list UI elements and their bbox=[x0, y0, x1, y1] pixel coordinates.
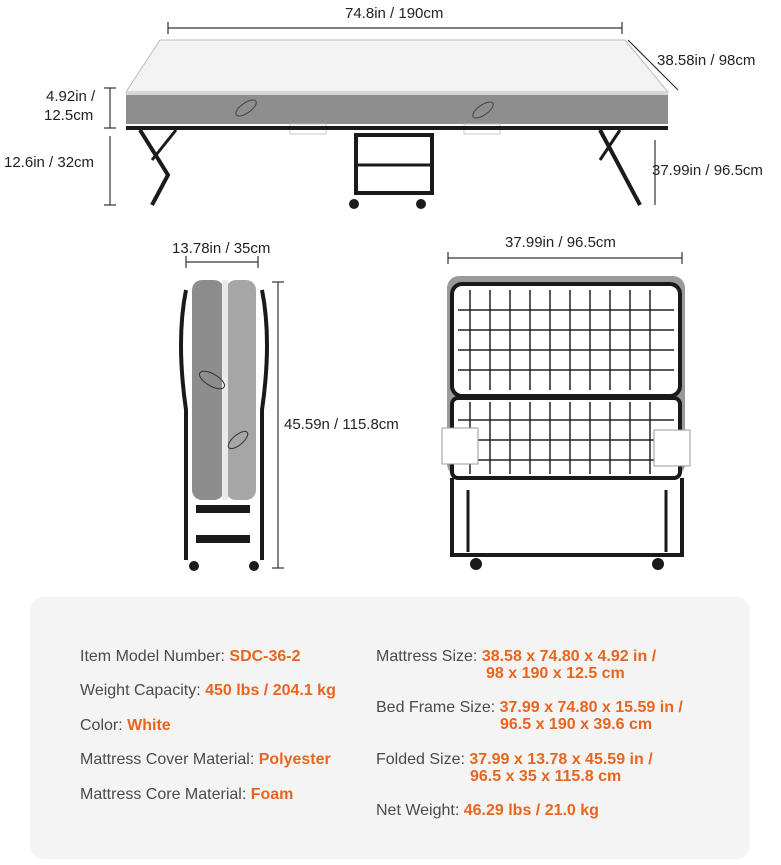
spec-label: Color: bbox=[80, 717, 128, 734]
specs-card bbox=[30, 597, 750, 859]
spec-value: Foam bbox=[250, 786, 294, 803]
dim-top-length: 74.8in / 190cm bbox=[345, 5, 444, 22]
spec-value: SDC-36-2 bbox=[229, 648, 301, 665]
spec-weight-capacity bbox=[80, 682, 336, 700]
spec-label: Item Model Number: bbox=[80, 648, 230, 665]
folded-front-illustration bbox=[442, 252, 690, 570]
dim-top-width: 38.58in / 98cm bbox=[657, 52, 756, 69]
spec-mattress-size-metric: 98 x 190 x 12.5 cm bbox=[486, 665, 625, 682]
spec-core-material bbox=[80, 786, 293, 804]
spec-folded-size bbox=[376, 751, 653, 769]
spec-value: Polyester bbox=[258, 751, 331, 768]
dim-folded-depth: 13.78in / 35cm bbox=[172, 240, 271, 257]
spec-bed-frame-size bbox=[376, 699, 683, 717]
spec-label: Weight Capacity: bbox=[80, 682, 206, 699]
spec-cover-material bbox=[80, 751, 331, 769]
dim-mattress-thickness-1: 4.92in / bbox=[46, 88, 96, 105]
spec-label: Mattress Size: bbox=[376, 648, 482, 665]
spec-value: 38.58 x 74.80 x 4.92 in / bbox=[481, 648, 657, 665]
spec-folded-size-metric: 96.5 x 35 x 115.8 cm bbox=[470, 768, 622, 785]
spec-color bbox=[80, 717, 171, 735]
unfolded-bed-illustration bbox=[104, 22, 678, 209]
spec-mattress-size bbox=[376, 648, 656, 666]
spec-label: Net Weight: bbox=[376, 802, 464, 819]
spec-label: Mattress Cover Material: bbox=[80, 751, 259, 768]
dim-frame-height: 12.6in / 32cm bbox=[4, 154, 95, 171]
folded-side-illustration bbox=[181, 256, 284, 571]
spec-value: 450 lbs / 204.1 kg bbox=[205, 682, 336, 699]
dim-frame-width-side: 37.99in / 96.5cm bbox=[652, 162, 763, 179]
spec-value: 37.99 x 13.78 x 45.59 in / bbox=[469, 751, 653, 768]
spec-value: White bbox=[127, 717, 171, 734]
spec-bed-frame-size-metric: 96.5 x 190 x 39.6 cm bbox=[500, 716, 653, 733]
dim-mattress-thickness-2: 12.5cm bbox=[44, 107, 94, 124]
spec-label: Bed Frame Size: bbox=[376, 699, 500, 716]
dim-folded-width: 37.99in / 96.5cm bbox=[505, 234, 616, 251]
spec-model-number bbox=[80, 648, 301, 666]
spec-label: Folded Size: bbox=[376, 751, 470, 768]
spec-value: 46.29 lbs / 21.0 kg bbox=[463, 802, 599, 819]
spec-label: Mattress Core Material: bbox=[80, 786, 251, 803]
spec-net-weight bbox=[376, 802, 599, 820]
spec-value: 37.99 x 74.80 x 15.59 in / bbox=[499, 699, 683, 716]
dim-folded-height: 45.59n / 115.8cm bbox=[284, 416, 399, 433]
